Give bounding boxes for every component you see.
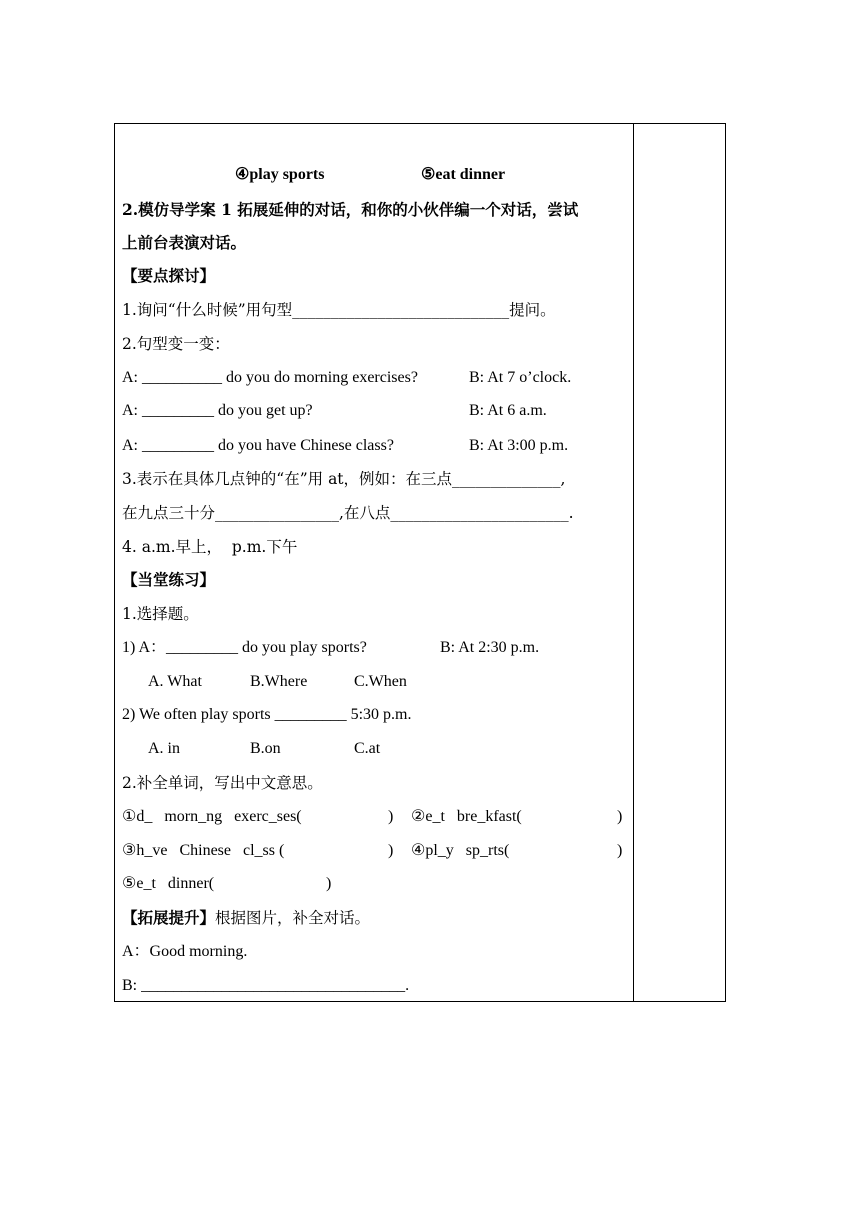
question-1-answer: B: At 2:30 p.m. bbox=[440, 639, 540, 656]
worksheet-table bbox=[114, 123, 726, 1002]
option: C.When bbox=[354, 673, 407, 690]
extension-instruction: 根据图片，补全对话。 bbox=[215, 909, 371, 927]
practice-heading: 【当堂练习】 bbox=[122, 570, 216, 589]
fill-item-close: ) bbox=[326, 875, 332, 892]
dialog-row-a: A: _________ do you have Chinese class? bbox=[122, 437, 394, 454]
fill-item: ①d_ morn_ng exerc_ses( bbox=[122, 808, 302, 825]
option: A. in bbox=[148, 740, 180, 757]
task2-line2: 上前台表演对话。 bbox=[122, 233, 247, 252]
fill-words-title: 2.补全单词，写出中文意思。 bbox=[122, 774, 323, 792]
option: B.Where bbox=[250, 673, 308, 690]
fill-item-close: ) bbox=[388, 842, 394, 859]
column-divider bbox=[633, 124, 634, 1001]
option: A. What bbox=[148, 673, 202, 690]
fill-item: ⑤e_t dinner( bbox=[122, 875, 215, 892]
extension-dialog-b: B: _________________________________. bbox=[122, 977, 410, 994]
extension-line bbox=[122, 908, 370, 928]
dialog-row-b: B: At 3:00 p.m. bbox=[469, 437, 569, 454]
dialog-row-b: B: At 6 a.m. bbox=[469, 402, 547, 419]
dialog-row-a: A: _________ do you get up? bbox=[122, 402, 313, 419]
dialog-row-a: A: __________ do you do morning exercises? bbox=[122, 369, 418, 386]
multiple-choice-title: 1.选择题。 bbox=[122, 605, 199, 623]
fill-item-close: ) bbox=[617, 842, 623, 859]
key-point-4: 4. a.m.早上， p.m.下午 bbox=[122, 538, 298, 556]
option: B.on bbox=[250, 740, 281, 757]
phrase-eat-dinner: ⑤eat dinner bbox=[421, 166, 506, 183]
fill-item: ③h_ve Chinese cl_ss ( bbox=[122, 842, 285, 859]
key-point-3a: 3.表示在具体几点钟的“在”用 at，例如：在三点______________, bbox=[122, 470, 566, 488]
question-1-stem: 1) A：_________ do you play sports? bbox=[122, 639, 367, 656]
key-point-1: 1.询问“什么时候”用句型____________________________提问。 bbox=[122, 301, 556, 319]
key-point-3b: 在九点三十分________________,在八点_______________________. bbox=[122, 504, 574, 522]
dialog-row-b: B: At 7 o’clock. bbox=[469, 369, 572, 386]
fill-item: ②e_t bre_kfast( bbox=[411, 808, 522, 825]
phrase-play-sports: ④play sports bbox=[235, 166, 325, 183]
fill-item-close: ) bbox=[617, 808, 623, 825]
question-2-stem: 2) We often play sports _________ 5:30 p.m. bbox=[122, 706, 412, 723]
extension-dialog-a: A：Good morning. bbox=[122, 943, 248, 960]
task2-line1: 2.模仿导学案 1 拓展延伸的对话，和你的小伙伴编一个对话，尝试 bbox=[122, 200, 579, 219]
extension-heading: 【拓展提升】 bbox=[122, 908, 216, 927]
key-point-2: 2.句型变一变： bbox=[122, 335, 230, 353]
key-points-heading: 【要点探讨】 bbox=[122, 266, 216, 285]
fill-item-close: ) bbox=[388, 808, 394, 825]
option: C.at bbox=[354, 740, 381, 757]
fill-item: ④pl_y sp_rts( bbox=[411, 842, 510, 859]
